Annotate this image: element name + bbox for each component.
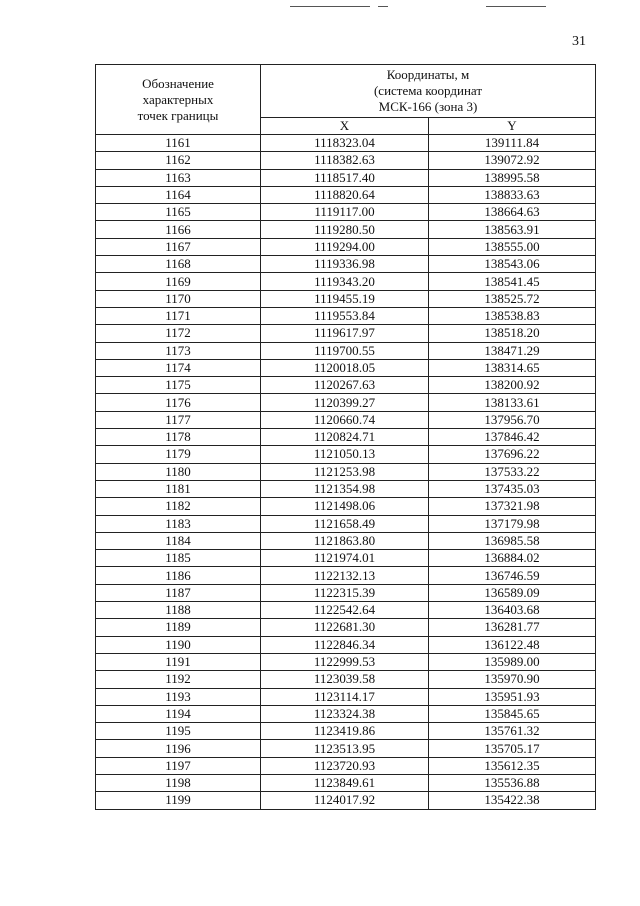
x-coordinate-cell: 1120399.27: [261, 394, 429, 411]
y-coordinate-cell: 135845.65: [429, 705, 596, 722]
y-coordinate-cell: 137179.98: [429, 515, 596, 532]
table-row: [96, 498, 596, 515]
y-coordinate-cell: 138538.83: [429, 307, 596, 324]
point-id-cell: 1185: [96, 550, 261, 567]
y-coordinate-cell: 138518.20: [429, 325, 596, 342]
y-coordinate-cell: 137846.42: [429, 429, 596, 446]
table-row: [96, 273, 596, 290]
x-coordinate-cell: 1123419.86: [261, 723, 429, 740]
y-coordinate-cell: 136403.68: [429, 602, 596, 619]
page-number: 31: [572, 34, 586, 49]
x-coordinate-cell: 1121863.80: [261, 532, 429, 549]
y-coordinate-cell: 135761.32: [429, 723, 596, 740]
x-coordinate-cell: 1122846.34: [261, 636, 429, 653]
table-row: [96, 584, 596, 601]
point-id-cell: 1181: [96, 480, 261, 497]
table-row: [96, 792, 596, 809]
x-coordinate-cell: 1121658.49: [261, 515, 429, 532]
x-coordinate-cell: 1121050.13: [261, 446, 429, 463]
table-row: [96, 688, 596, 705]
point-id-cell: 1164: [96, 186, 261, 203]
y-coordinate-cell: 138541.45: [429, 273, 596, 290]
y-coordinate-cell: 138525.72: [429, 290, 596, 307]
x-coordinate-cell: 1121974.01: [261, 550, 429, 567]
table-row: [96, 429, 596, 446]
x-coordinate-cell: 1118820.64: [261, 186, 429, 203]
x-coordinate-cell: 1123513.95: [261, 740, 429, 757]
x-coordinate-cell: 1120018.05: [261, 359, 429, 376]
table-row: [96, 723, 596, 740]
y-coordinate-cell: 138664.63: [429, 204, 596, 221]
point-id-cell: 1167: [96, 238, 261, 255]
table-row: [96, 740, 596, 757]
y-coordinate-cell: 138543.06: [429, 256, 596, 273]
point-id-cell: 1176: [96, 394, 261, 411]
point-id-cell: 1199: [96, 792, 261, 809]
table-row: [96, 463, 596, 480]
x-coordinate-cell: 1119343.20: [261, 273, 429, 290]
point-id-cell: 1172: [96, 325, 261, 342]
table-row: [96, 619, 596, 636]
y-coordinate-cell: 138833.63: [429, 186, 596, 203]
x-coordinate-cell: 1119617.97: [261, 325, 429, 342]
point-id-cell: 1182: [96, 498, 261, 515]
table-row: [96, 567, 596, 584]
table-row: [96, 446, 596, 463]
y-coordinate-cell: 137956.70: [429, 411, 596, 428]
point-id-cell: 1192: [96, 671, 261, 688]
x-coordinate-cell: 1122132.13: [261, 567, 429, 584]
point-id-cell: 1197: [96, 757, 261, 774]
point-id-cell: 1169: [96, 273, 261, 290]
point-id-cell: 1198: [96, 774, 261, 791]
x-coordinate-cell: 1120267.63: [261, 377, 429, 394]
table-body: [96, 135, 596, 810]
table-row: [96, 774, 596, 791]
y-coordinate-cell: 138314.65: [429, 359, 596, 376]
scan-top-mark-center: [378, 6, 388, 7]
y-coordinate-cell: 137533.22: [429, 463, 596, 480]
x-coordinate-cell: 1122542.64: [261, 602, 429, 619]
x-coordinate-cell: 1119280.50: [261, 221, 429, 238]
point-id-cell: 1166: [96, 221, 261, 238]
table-row: [96, 411, 596, 428]
y-coordinate-cell: 138563.91: [429, 221, 596, 238]
point-id-cell: 1177: [96, 411, 261, 428]
point-id-cell: 1174: [96, 359, 261, 376]
point-id-cell: 1175: [96, 377, 261, 394]
x-coordinate-cell: 1123114.17: [261, 688, 429, 705]
point-id-cell: 1186: [96, 567, 261, 584]
point-id-cell: 1171: [96, 307, 261, 324]
table-row: [96, 480, 596, 497]
table-row: [96, 705, 596, 722]
x-coordinate-cell: 1124017.92: [261, 792, 429, 809]
y-coordinate-cell: 136985.58: [429, 532, 596, 549]
point-id-cell: 1165: [96, 204, 261, 221]
table-row: [96, 307, 596, 324]
point-id-cell: 1193: [96, 688, 261, 705]
y-coordinate-cell: 136122.48: [429, 636, 596, 653]
y-coordinate-cell: 136281.77: [429, 619, 596, 636]
y-coordinate-cell: 137435.03: [429, 480, 596, 497]
point-designation-header: Обозначение характерных точек границы: [96, 65, 261, 135]
x-coordinate-cell: 1122681.30: [261, 619, 429, 636]
point-id-cell: 1194: [96, 705, 261, 722]
x-coordinate-cell: 1118323.04: [261, 135, 429, 152]
point-id-cell: 1187: [96, 584, 261, 601]
point-id-cell: 1170: [96, 290, 261, 307]
y-column-header: Y: [429, 118, 596, 135]
point-id-cell: 1196: [96, 740, 261, 757]
table-header: [96, 65, 596, 135]
y-coordinate-cell: 139111.84: [429, 135, 596, 152]
x-coordinate-cell: 1119553.84: [261, 307, 429, 324]
table-row: [96, 204, 596, 221]
y-coordinate-cell: 136746.59: [429, 567, 596, 584]
x-coordinate-cell: 1123720.93: [261, 757, 429, 774]
x-coordinate-cell: 1120824.71: [261, 429, 429, 446]
x-coordinate-cell: 1121498.06: [261, 498, 429, 515]
x-coordinate-cell: 1118517.40: [261, 169, 429, 186]
y-coordinate-cell: 135951.93: [429, 688, 596, 705]
table-row: [96, 394, 596, 411]
x-coordinate-cell: 1118382.63: [261, 152, 429, 169]
point-id-cell: 1183: [96, 515, 261, 532]
x-coordinate-cell: 1121253.98: [261, 463, 429, 480]
y-coordinate-cell: 138995.58: [429, 169, 596, 186]
y-coordinate-cell: 135705.17: [429, 740, 596, 757]
y-coordinate-cell: 138200.92: [429, 377, 596, 394]
y-coordinate-cell: 138555.00: [429, 238, 596, 255]
point-id-cell: 1163: [96, 169, 261, 186]
table-row: [96, 550, 596, 567]
y-coordinate-cell: 136589.09: [429, 584, 596, 601]
x-column-header: X: [261, 118, 429, 135]
table-row: [96, 325, 596, 342]
table-row: [96, 152, 596, 169]
x-coordinate-cell: 1122999.53: [261, 653, 429, 670]
x-coordinate-cell: 1123324.38: [261, 705, 429, 722]
table-row: [96, 256, 596, 273]
y-coordinate-cell: 137321.98: [429, 498, 596, 515]
point-id-cell: 1162: [96, 152, 261, 169]
y-coordinate-cell: 137696.22: [429, 446, 596, 463]
table-row: [96, 532, 596, 549]
point-id-cell: 1161: [96, 135, 261, 152]
table-row: [96, 515, 596, 532]
y-coordinate-cell: 138471.29: [429, 342, 596, 359]
y-coordinate-cell: 135612.35: [429, 757, 596, 774]
point-id-cell: 1179: [96, 446, 261, 463]
table-row: [96, 653, 596, 670]
scan-top-mark-right: [486, 6, 546, 7]
point-id-cell: 1188: [96, 602, 261, 619]
x-coordinate-cell: 1123039.58: [261, 671, 429, 688]
x-coordinate-cell: 1122315.39: [261, 584, 429, 601]
table-row: [96, 359, 596, 376]
point-id-cell: 1191: [96, 653, 261, 670]
coordinates-header: Координаты, м (система координат МСК-166 (зона 3): [261, 65, 596, 118]
y-coordinate-cell: 136884.02: [429, 550, 596, 567]
table-row: [96, 238, 596, 255]
table-row: [96, 186, 596, 203]
point-id-cell: 1184: [96, 532, 261, 549]
point-id-cell: 1178: [96, 429, 261, 446]
table-row: [96, 135, 596, 152]
point-id-cell: 1180: [96, 463, 261, 480]
x-coordinate-cell: 1119336.98: [261, 256, 429, 273]
table-row: [96, 377, 596, 394]
point-id-cell: 1189: [96, 619, 261, 636]
x-coordinate-cell: 1119294.00: [261, 238, 429, 255]
point-id-cell: 1195: [96, 723, 261, 740]
x-coordinate-cell: 1119700.55: [261, 342, 429, 359]
y-coordinate-cell: 135989.00: [429, 653, 596, 670]
coordinates-table: [95, 64, 596, 810]
table-row: [96, 221, 596, 238]
y-coordinate-cell: 135970.90: [429, 671, 596, 688]
table-row: [96, 636, 596, 653]
table-row: [96, 671, 596, 688]
x-coordinate-cell: 1121354.98: [261, 480, 429, 497]
x-coordinate-cell: 1120660.74: [261, 411, 429, 428]
table-row: [96, 602, 596, 619]
table-row: [96, 169, 596, 186]
y-coordinate-cell: 139072.92: [429, 152, 596, 169]
scan-top-mark-left: [290, 6, 370, 7]
y-coordinate-cell: 138133.61: [429, 394, 596, 411]
x-coordinate-cell: 1119117.00: [261, 204, 429, 221]
point-id-cell: 1168: [96, 256, 261, 273]
table-row: [96, 757, 596, 774]
point-id-cell: 1190: [96, 636, 261, 653]
point-id-cell: 1173: [96, 342, 261, 359]
table-row: [96, 290, 596, 307]
y-coordinate-cell: 135536.88: [429, 774, 596, 791]
x-coordinate-cell: 1119455.19: [261, 290, 429, 307]
x-coordinate-cell: 1123849.61: [261, 774, 429, 791]
table-row: [96, 342, 596, 359]
y-coordinate-cell: 135422.38: [429, 792, 596, 809]
